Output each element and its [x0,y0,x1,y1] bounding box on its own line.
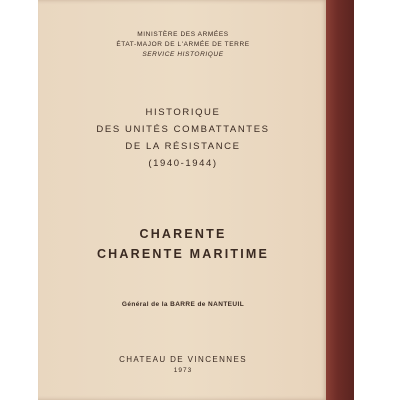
publisher-place: CHATEAU DE VINCENNES [119,355,247,364]
title-line-3: DE LA RÉSISTANCE [125,141,241,152]
region-line-2: CHARENTE MARITIME [96,247,270,261]
region-line-1: CHARENTE [139,227,227,241]
publication-year: 1973 [173,367,193,374]
book-spine-edge [326,0,354,400]
title-line-1: HISTORIQUE [145,107,221,118]
service-line: SERVICE HISTORIQUE [142,51,224,58]
title-page [38,0,328,400]
author: Général de la BARRE de NANTEUIL [121,301,245,308]
title-dates: (1940-1944) [148,158,218,169]
title-line-2: DES UNITÉS COMBATTANTES [96,124,270,135]
staff-line: ÉTAT-MAJOR DE L'ARMÉE DE TERRE [116,41,250,48]
ministry-line: MINISTÈRE DES ARMÉES [137,31,229,38]
